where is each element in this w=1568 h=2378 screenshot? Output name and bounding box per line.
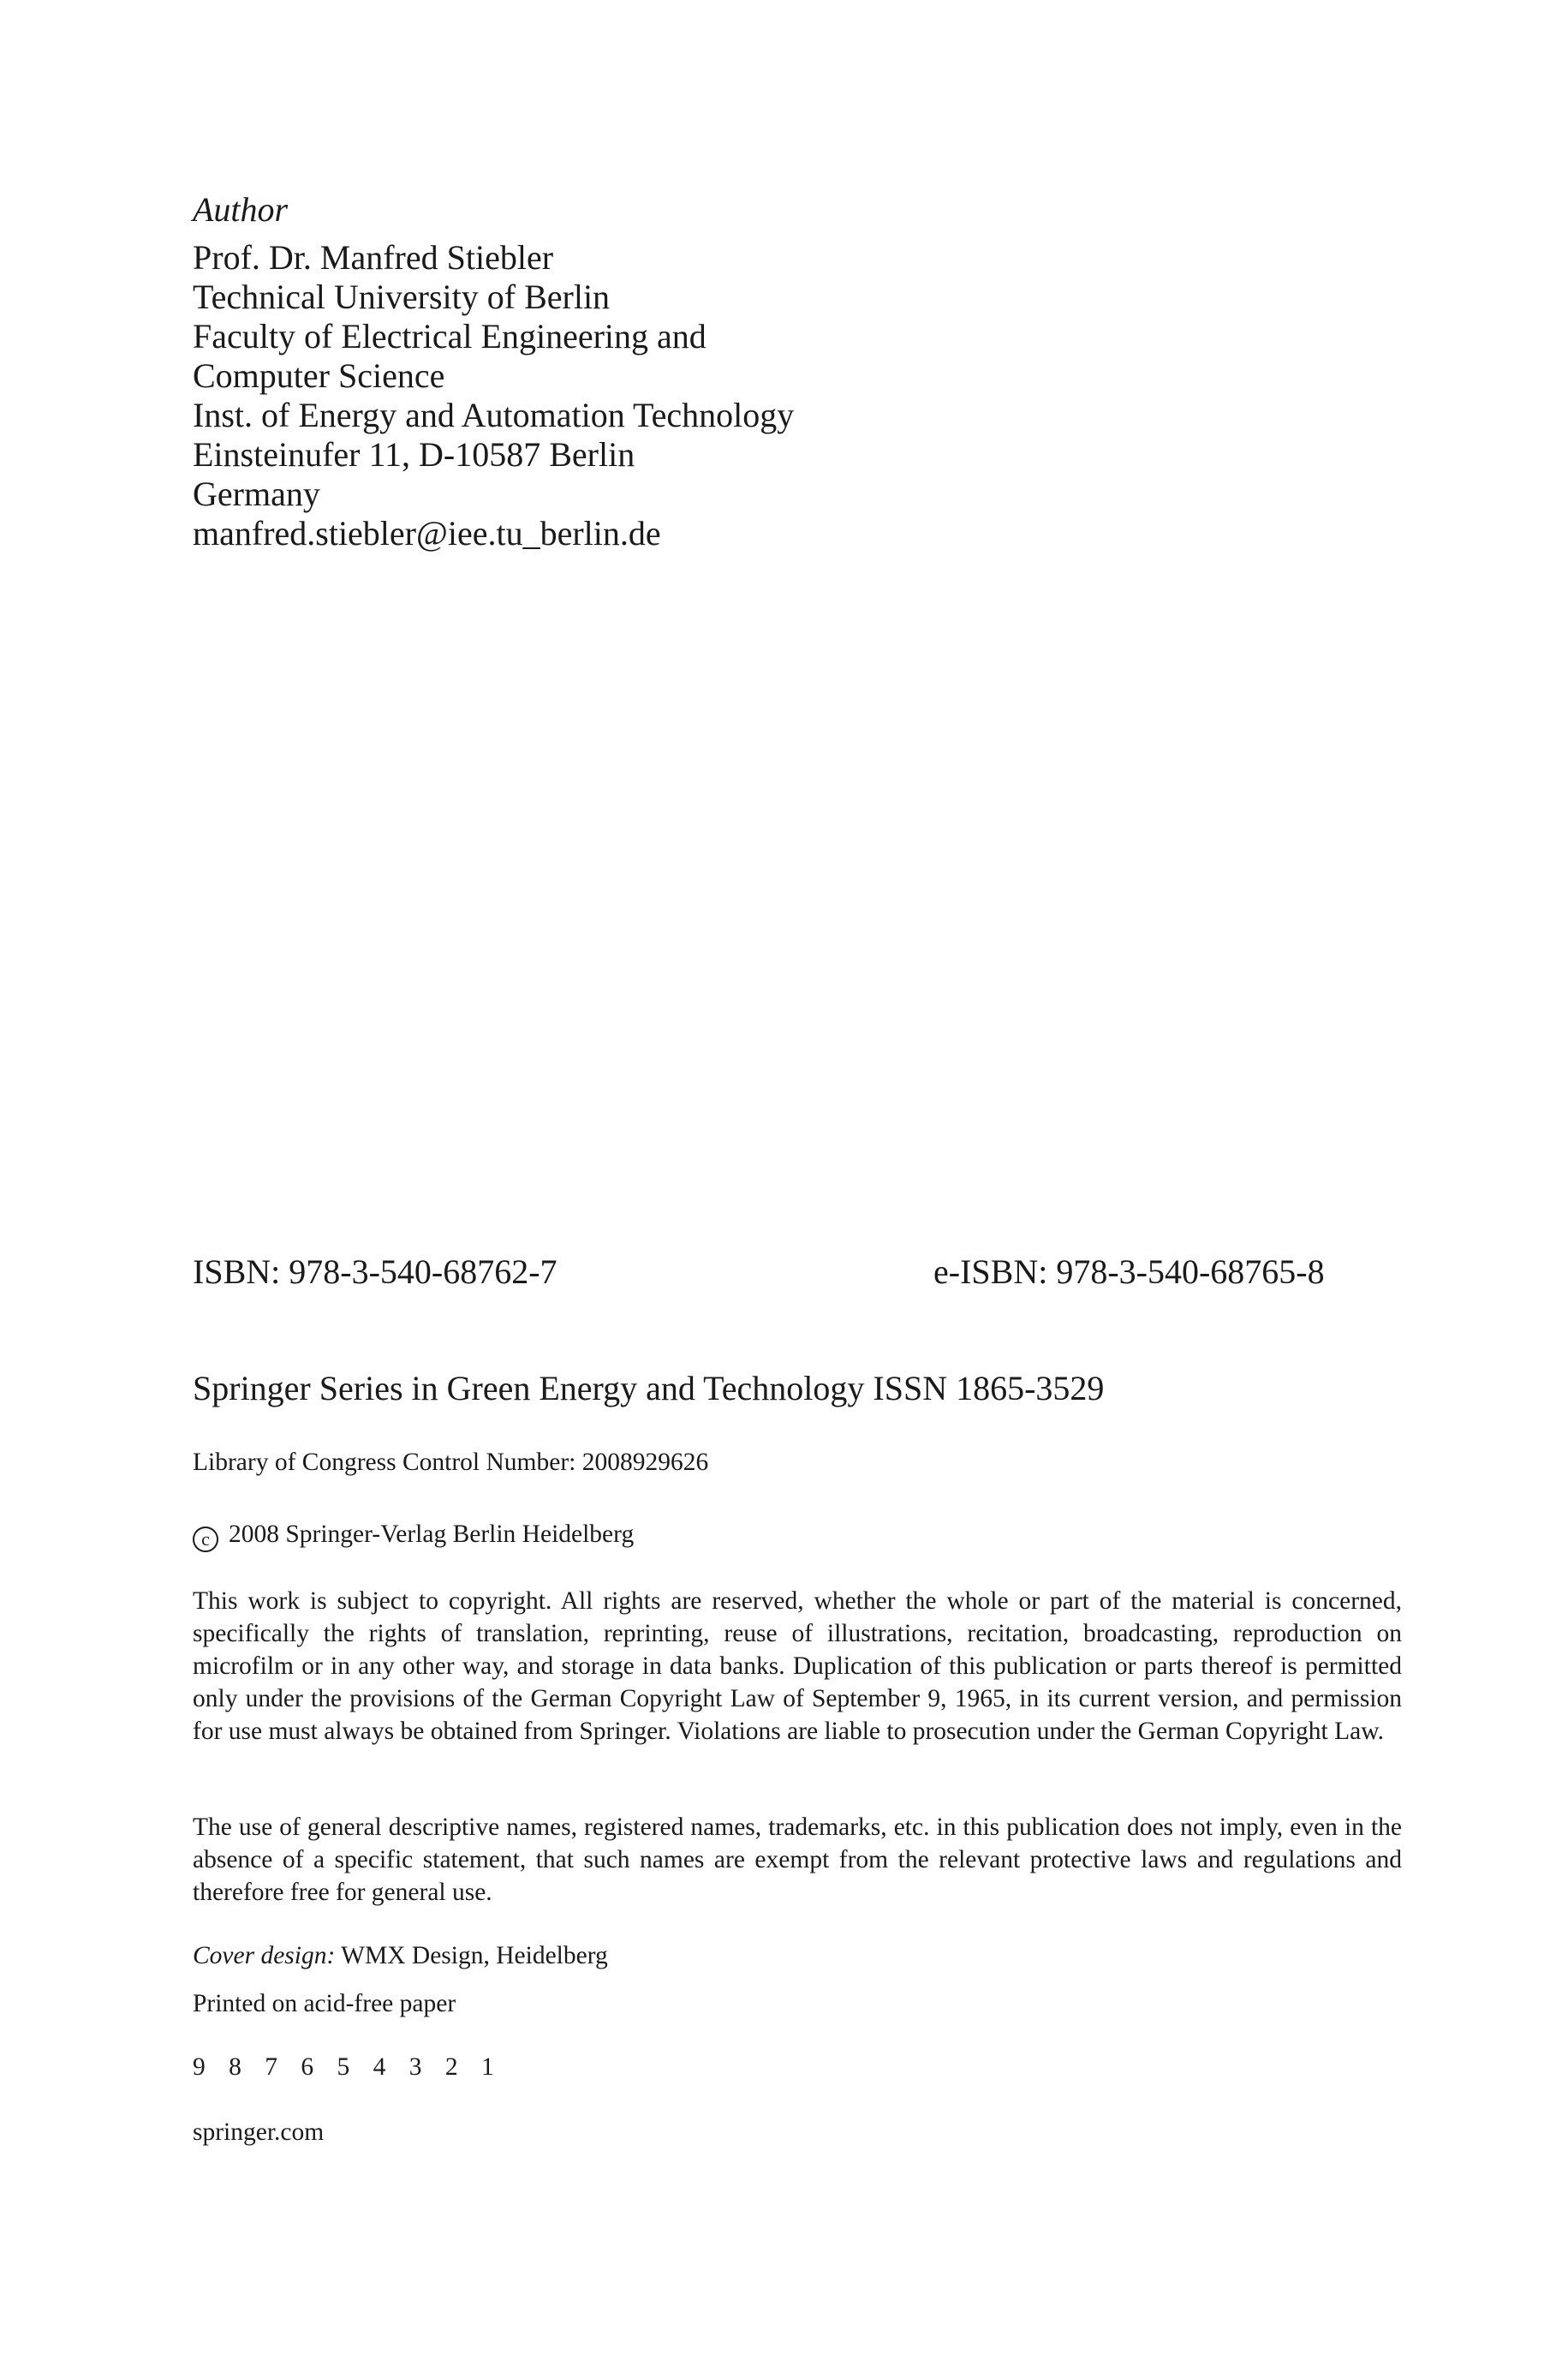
author-institute: Inst. of Energy and Automation Technology — [193, 396, 795, 434]
trademark-paragraph: The use of general descriptive names, registered names, trademarks, etc. in this publication does not imply, even in the absence of a specific statement, that such names are exempt from the relevant protective laws and regulations and therefore free for general use. — [193, 1813, 1402, 1906]
publisher-website[interactable]: springer.com — [193, 2118, 325, 2146]
lccn: Library of Congress Control Number: 2008929626 — [193, 1449, 709, 1476]
author-heading: Author — [193, 190, 289, 229]
author-faculty: Faculty of Electrical Engineering and — [193, 317, 706, 356]
series-issn: Springer Series in Green Energy and Technology ISSN 1865-3529 — [193, 1369, 1105, 1407]
author-faculty-cont: Computer Science — [193, 356, 445, 395]
author-email[interactable]: manfred.stiebler@iee.tu_berlin.de — [193, 514, 661, 553]
copyright-icon: c — [193, 1527, 218, 1552]
isbn-print: ISBN: 978-3-540-68762-7 — [193, 1252, 557, 1291]
copyright-text: 2008 Springer-Verlag Berlin Heidelberg — [229, 1521, 635, 1548]
author-block — [193, 190, 1135, 553]
author-name: Prof. Dr. Manfred Stiebler — [193, 238, 554, 277]
printed-note: Printed on acid-free paper — [193, 1990, 456, 2017]
author-country: Germany — [193, 475, 320, 513]
copyright-paragraph: This work is subject to copyright. All rights are reserved, whether the whole or part of the material is concerned, specifically the rights of translation, reprinting, reuse of illustrations, recitation, broadcasting, reproduction on microfilm or in any other way, and storage in data banks. Duplication of this publication or parts thereof is permitted only under the provisions of the German Copyright Law of September 9, 1965, in its current version, and permission for use must always be obtained from Springer. Violations are liable to prosecution under the German Copyright Law. — [193, 1587, 1402, 1745]
cover-design-value: WMX Design, Heidelberg — [341, 1942, 608, 1969]
author-university: Technical University of Berlin — [193, 278, 611, 316]
printer-key: 9 8 7 6 5 4 3 2 1 — [193, 2053, 495, 2081]
isbn-electronic: e-ISBN: 978-3-540-68765-8 — [933, 1252, 1325, 1291]
copyright-notice — [193, 1518, 634, 1552]
cover-design — [193, 1939, 608, 1972]
isbn-row — [193, 1251, 1349, 1294]
cover-design-label: Cover design: — [193, 1942, 336, 1969]
author-address: Einsteinufer 11, D-10587 Berlin — [193, 435, 635, 474]
